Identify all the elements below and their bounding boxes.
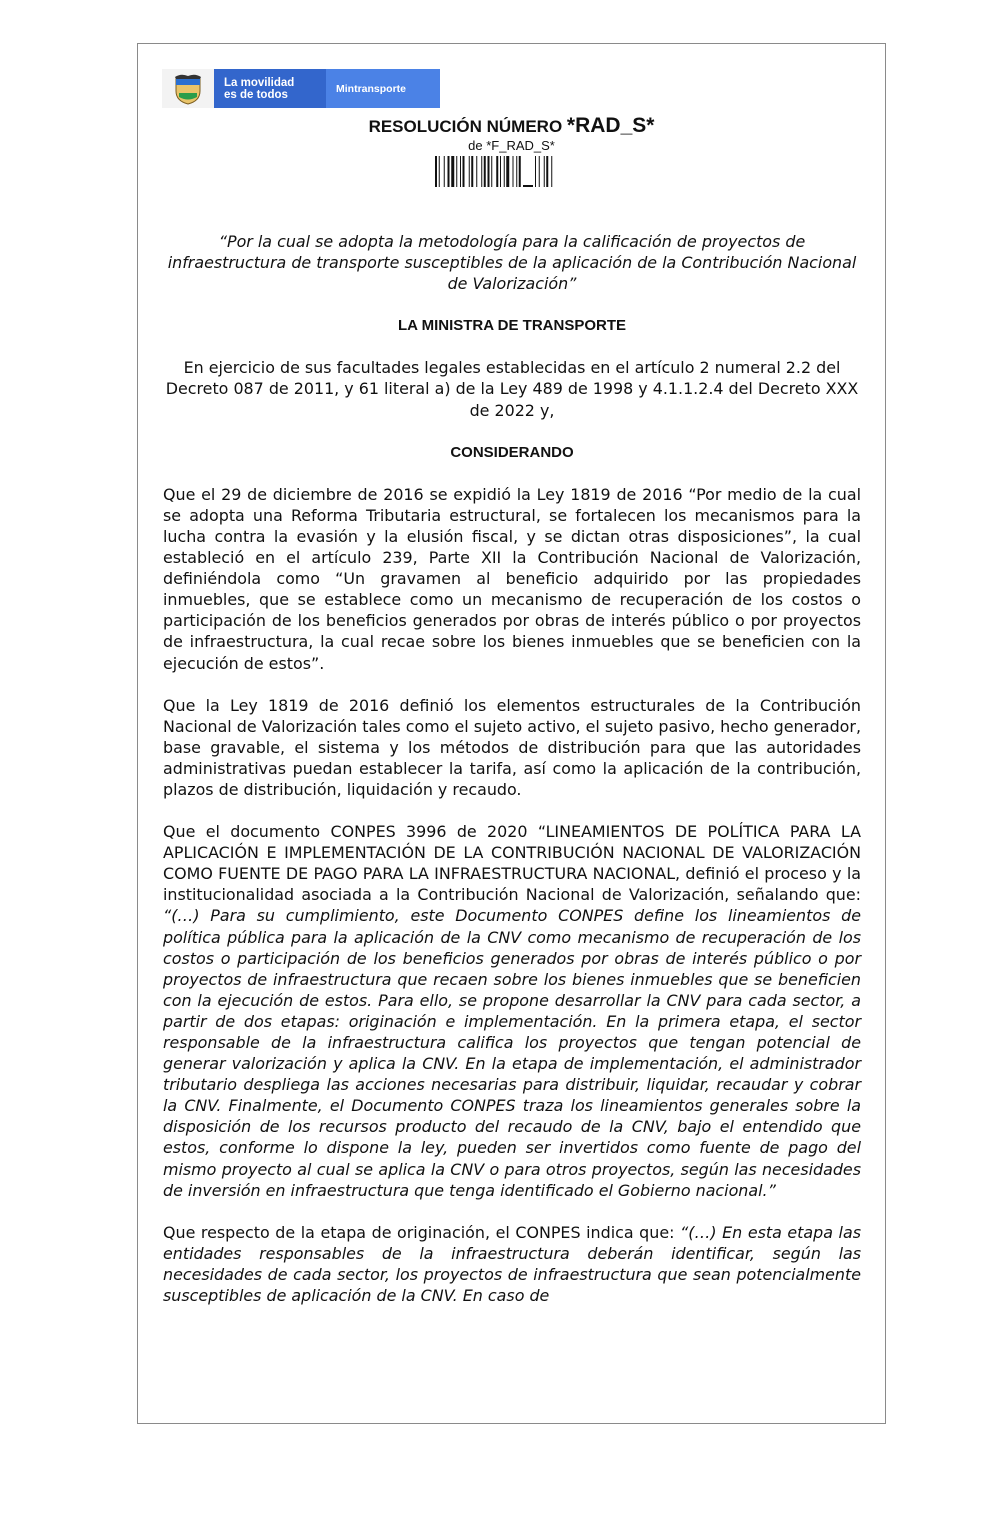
logo-line2: es de todos — [224, 88, 288, 101]
document-body — [163, 231, 861, 1306]
logo-slogan — [214, 69, 326, 108]
paragraph-3-text: Que el documento CONPES 3996 de 2020 “LINEAMIENTOS DE POLÍTICA PARA LA APLICACIÓN E IMPLEMENTACIÓN DE LA CONTRIBUCIÓN NACIONAL DE VALORIZACIÓN COMO FUENTE DE PAGO PARA LA INFRAESTRUCTURA NACIONAL, definió el proceso y la institucionalidad asociada a la Contribución Nacional de Valorización, señalando que: — [163, 822, 861, 905]
resolution-title — [138, 114, 885, 138]
coat-of-arms-icon — [162, 69, 214, 108]
paragraph-4 — [163, 1222, 861, 1306]
resolution-subject: “Por la cual se adopta la metodología para la calificación de proyectos de infraestructura de transporte susceptibles de la aplicación de la Contribución Nacional de Valorización” — [167, 232, 857, 294]
considerando-heading: CONSIDERANDO — [450, 443, 574, 461]
paragraph-1: Que el 29 de diciembre de 2016 se expidió la Ley 1819 de 2016 “Por medio de la cual se adopta una Reforma Tributaria estructural, se fortalecen los mecanismos para la lucha contra la evasión y la elusión fiscal, y se dictan otras disposiciones”, la cual estableció en el artículo 239, Parte XII la Contribución Nacional de Valorización, definiéndola como “Un gravamen al beneficio adquirido por las propiedades inmuebles, que se establece como un mecanismo de recuperación de los costos o participación de los beneficios generados por obras de interés público o por proyectos de infraestructura, la cual recae sobre los bienes inmuebles que se beneficien con la ejecución de estos”. — [163, 484, 861, 673]
resolution-label: RESOLUCIÓN NÚMERO — [368, 117, 567, 136]
paragraph-4-text: Que respecto de la etapa de originación, el CONPES indica que: — [163, 1222, 681, 1242]
paragraph-4-quote: “(…) En esta etapa las entidades responsables de la infraestructura deberán identificar, según las necesidades de cada sector, los proyectos de infraestructura que sean potencialmente susceptibles de aplicación de la CNV. En caso de — [163, 1222, 861, 1306]
document-page — [137, 43, 886, 1424]
resolution-number: *RAD_S* — [566, 114, 655, 137]
mintransporte-logo — [162, 69, 440, 108]
paragraph-3 — [163, 821, 861, 1201]
logo-brand: Mintransporte — [326, 69, 440, 108]
authority-heading: LA MINISTRA DE TRANSPORTE — [397, 317, 627, 335]
paragraph-2: Que la Ley 1819 de 2016 definió los elementos estructurales de la Contribución Nacional de Valorización tales como el sujeto activo, el sujeto pasivo, hecho generador, base gravable, el sistema y los métodos de distribución para que las autoridades administrativas puedan establecer la tarifa, así como la aplicación de la contribución, plazos de distribución, liquidación y recaudo. — [163, 695, 861, 799]
barcode-icon — [435, 156, 588, 187]
logo-line1: La movilidad — [224, 76, 295, 89]
resolution-date: de *F_RAD_S* — [468, 138, 555, 153]
preamble: En ejercicio de sus facultades legales establecidas en el artículo 2 numeral 2.2 del Decreto 087 de 2011, y 61 literal a) de la Ley 489 de 1998 y 4.1.1.2.4 del Decreto XXX de 2022 y, — [165, 358, 859, 420]
paragraph-3-quote: “(…) Para su cumplimiento, este Documento CONPES define los lineamientos de política pública para la aplicación de la CNV como mecanismo de recuperación de los costos o participación de los beneficios generados por obras de interés público o por proyectos de infraestructura que recaen sobre los bienes inmuebles que se beneficien con la ejecución de estos. Para ello, se propone desarrollar la CNV para cada sector, a partir de dos etapas: originación e implementación. En la primera etapa, el sector responsable de la infraestructura califica los proyectos que tengan potencial de generar valorización y aplica la CNV. En la etapa de implementación, el administrador tributario despliega las acciones necesarias para distribuir, liquidar, recaudar y cobrar la CNV. Finalmente, el Documento CONPES traza los lineamientos generales sobre la disposición de los recursos producto del recaudo de la CNV, bajo el entendido que estos, conforme lo dispone la ley, pueden ser invertidos como fuente de pago del mismo proyecto al cual se aplica la CNV o para otros proyectos, según las necesidades de inversión en infraestructura que tenga identificado el Gobierno nacional.” — [163, 906, 861, 1200]
